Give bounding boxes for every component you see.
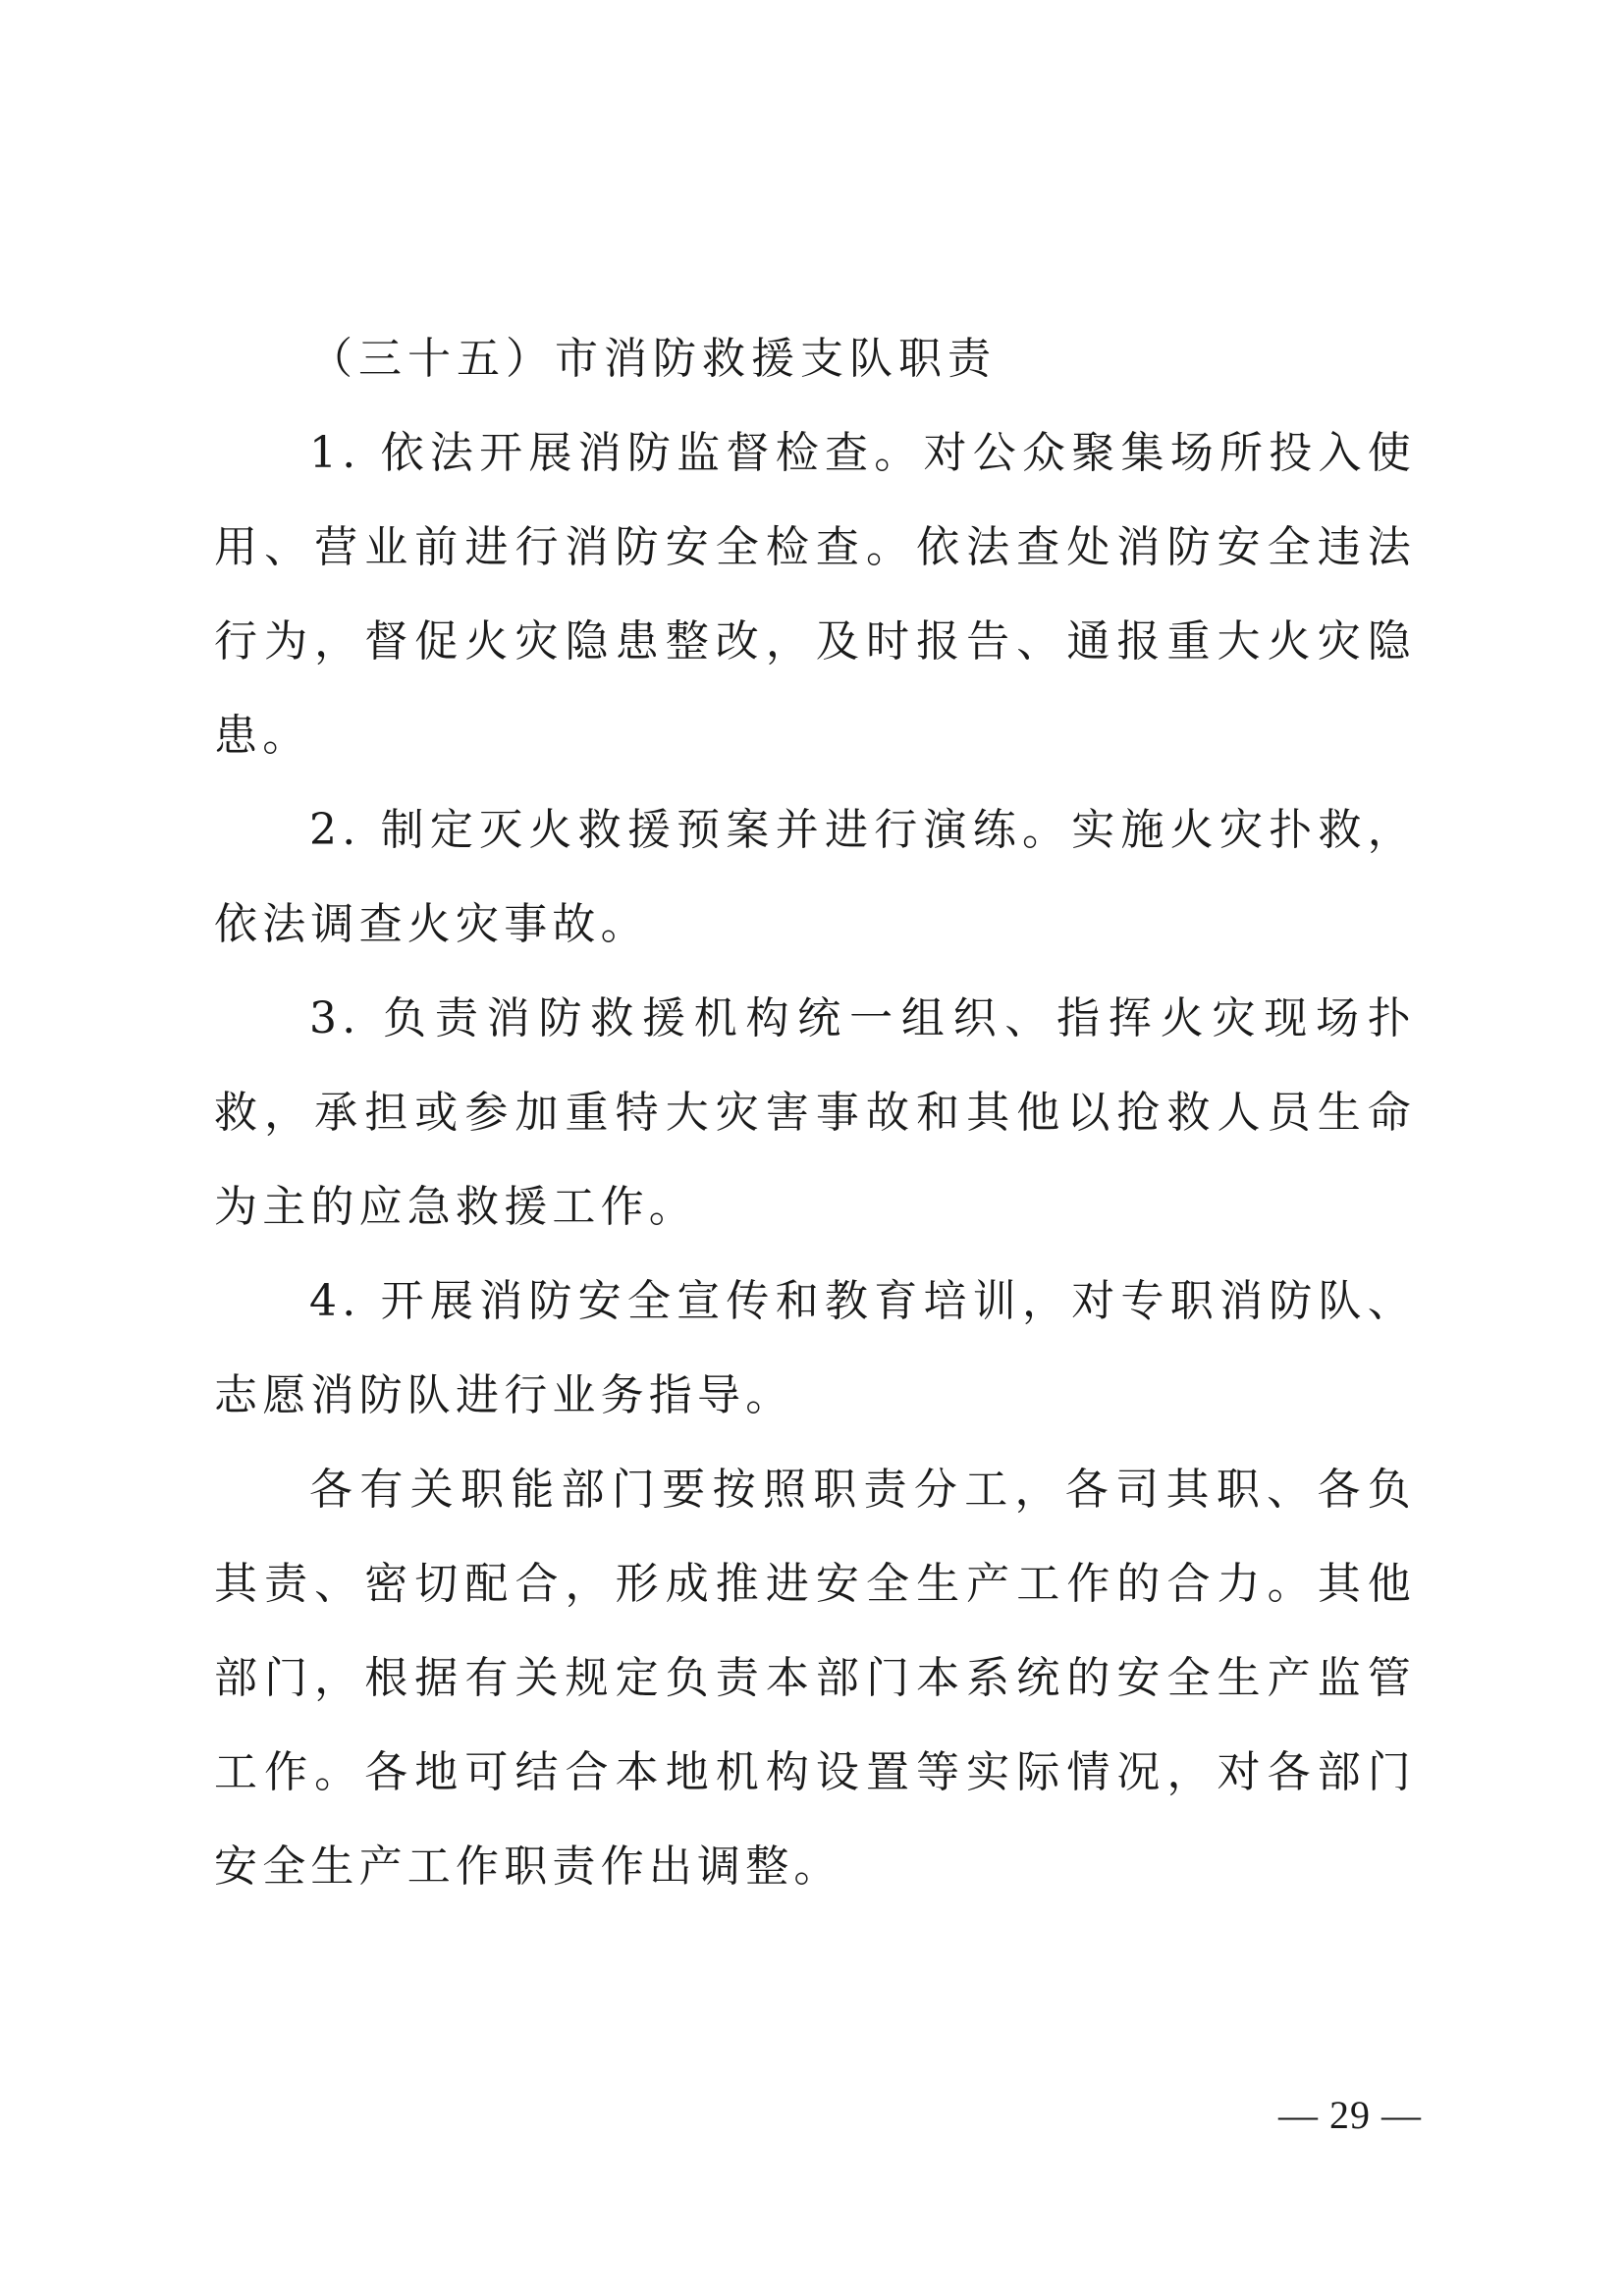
- duty-item-1: 1. 依法开展消防监督检查。对公众聚集场所投入使用、营业前进行消防安全检查。依法查处消防安全违法行为，督促火灾隐患整改，及时报告、通报重大火灾隐患。: [214, 428, 1416, 761]
- duty-item-4: 4. 开展消防安全宣传和教育培训，对专职消防队、志愿消防队进行业务指导。: [214, 1276, 1416, 1420]
- duty-item-2: 2. 制定灭火救援预案并进行演练。实施火灾扑救，依法调查火灾事故。: [214, 805, 1416, 949]
- document-body: [214, 312, 1416, 1914]
- duty-item-3: 3. 负责消防救援机构统一组织、指挥火灾现场扑救，承担或参加重特大灾害事故和其他以抢救人员生命为主的应急救援工作。: [214, 993, 1416, 1232]
- closing-paragraph: 各有关职能部门要按照职责分工，各司其职、各负其责、密切配合，形成推进安全生产工作的合力。其他部门，根据有关规定负责本部门本系统的安全生产监管工作。各地可结合本地机构设置等实际情况，对各部门安全生产工作职责作出调整。: [214, 1465, 1416, 1892]
- page-number: — 29 —: [1278, 2093, 1422, 2137]
- section-heading: （三十五）市消防救援支队职责: [309, 334, 997, 384]
